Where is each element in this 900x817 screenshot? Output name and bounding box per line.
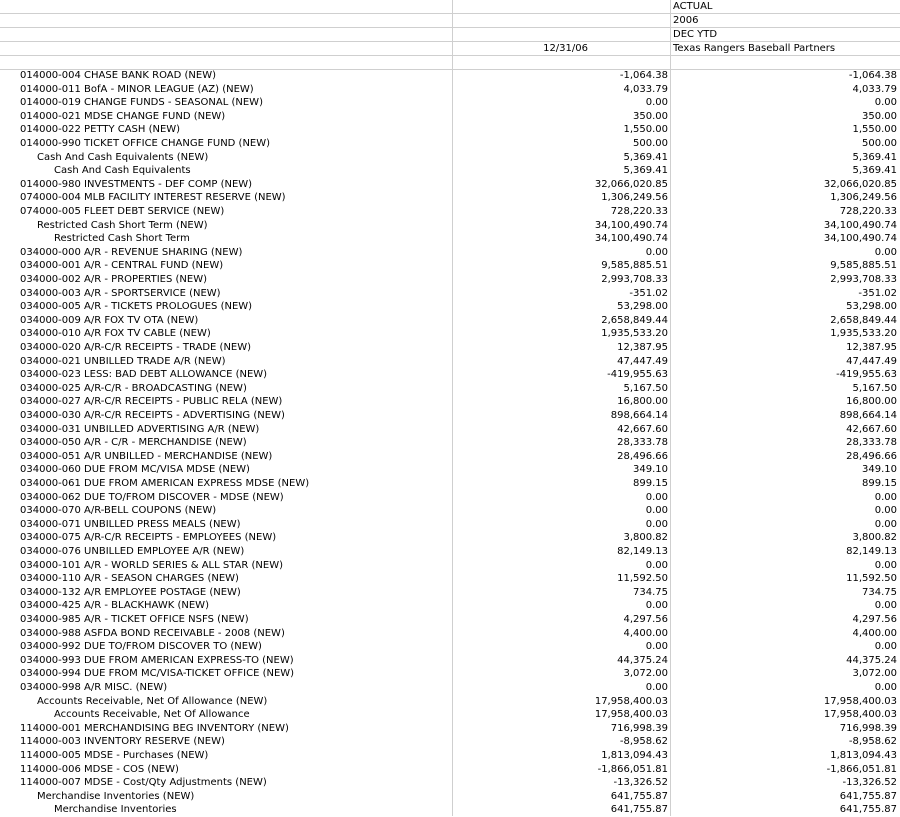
account-label: Merchandise Inventories: [54, 804, 177, 816]
table-row: [0, 504, 900, 518]
value-actual-dec-ytd: 32,066,020.85: [823, 178, 897, 190]
table-row: [0, 327, 900, 341]
header-row-actual: [0, 0, 900, 14]
value-12-31-06: 0.00: [645, 246, 668, 258]
account-label: 014000-011 BofA - MINOR LEAGUE (AZ) (NEW): [20, 83, 254, 95]
value-actual-dec-ytd: 42,667.60: [846, 423, 897, 435]
account-label: 114000-003 INVENTORY RESERVE (NEW): [20, 736, 225, 748]
table-row: [0, 477, 900, 491]
value-actual-dec-ytd: 11,592.50: [846, 573, 897, 585]
table-row: [0, 559, 900, 573]
value-actual-dec-ytd: 28,496.66: [846, 450, 897, 462]
value-12-31-06: 641,755.87: [610, 804, 668, 816]
value-actual-dec-ytd: 5,167.50: [852, 382, 897, 394]
value-12-31-06: -13,326.52: [613, 777, 668, 789]
value-actual-dec-ytd: 641,755.87: [839, 790, 897, 802]
value-actual-dec-ytd: -1,064.38: [848, 70, 897, 81]
value-12-31-06: 3,072.00: [623, 668, 668, 680]
table-row: [0, 708, 900, 722]
value-actual-dec-ytd: 898,664.14: [839, 410, 897, 421]
account-label: 034000-076 UNBILLED EMPLOYEE A/R (NEW): [20, 546, 245, 557]
account-label: 034000-985 A/R - TICKET OFFICE NSFS (NEW): [20, 614, 249, 625]
value-12-31-06: 500.00: [633, 138, 668, 149]
value-12-31-06: 716,998.39: [610, 722, 668, 734]
account-label: 034000-425 A/R - BLACKHAWK (NEW): [20, 600, 209, 612]
account-label: 034000-062 DUE TO/FROM DISCOVER - MDSE (NEW): [20, 491, 284, 503]
value-actual-dec-ytd: 0.00: [874, 505, 897, 517]
account-label: 114000-006 MDSE - COS (NEW): [20, 763, 179, 775]
value-12-31-06: 641,755.87: [610, 790, 668, 802]
table-row: [0, 96, 900, 110]
value-12-31-06: 350.00: [633, 110, 668, 122]
value-actual-dec-ytd: 47,447.49: [846, 355, 897, 367]
header-entity: Texas Rangers Baseball Partners: [673, 43, 836, 54]
account-label: 034000-027 A/R-C/R RECEIPTS - PUBLIC RELA (NEW): [20, 396, 283, 408]
value-actual-dec-ytd: 0.00: [874, 246, 897, 258]
header-row-period: [0, 28, 900, 42]
value-12-31-06: 1,306,249.56: [601, 192, 668, 204]
value-actual-dec-ytd: -1,866,051.81: [826, 763, 897, 775]
account-label: 034000-001 A/R - CENTRAL FUND (NEW): [20, 260, 224, 272]
account-label: 074000-004 MLB FACILITY INTEREST RESERVE (NEW): [20, 192, 286, 204]
value-actual-dec-ytd: 12,387.95: [846, 342, 897, 353]
value-12-31-06: 5,369.41: [623, 165, 668, 177]
table-row: [0, 681, 900, 695]
value-12-31-06: 82,149.13: [617, 546, 668, 557]
table-row: [0, 586, 900, 600]
value-12-31-06: 17,958,400.03: [594, 695, 668, 707]
header-period: DEC YTD: [673, 29, 718, 40]
account-label: 014000-980 INVESTMENTS - DEF COMP (NEW): [20, 178, 253, 190]
value-12-31-06: 0.00: [645, 505, 668, 517]
value-12-31-06: 4,033.79: [623, 83, 668, 95]
table-row: [0, 151, 900, 165]
account-label: 034000-101 A/R - WORLD SERIES & ALL STAR (NEW): [20, 559, 284, 571]
value-12-31-06: 42,667.60: [617, 423, 668, 435]
value-actual-dec-ytd: -351.02: [858, 287, 897, 299]
table-row: [0, 191, 900, 205]
value-12-31-06: 53,298.00: [617, 301, 668, 313]
account-label: 014000-022 PETTY CASH (NEW): [20, 124, 181, 136]
account-label: Restricted Cash Short Term: [54, 233, 190, 245]
table-row: [0, 627, 900, 641]
value-actual-dec-ytd: 350.00: [862, 110, 897, 122]
account-label: 034000-025 A/R-C/R - BROADCASTING (NEW): [20, 382, 247, 394]
value-actual-dec-ytd: 4,297.56: [852, 614, 897, 625]
value-12-31-06: 4,297.56: [623, 614, 668, 625]
value-12-31-06: 0.00: [645, 491, 668, 503]
value-actual-dec-ytd: 716,998.39: [839, 722, 897, 734]
value-12-31-06: 9,585,885.51: [601, 260, 668, 272]
table-row: [0, 572, 900, 586]
account-label: 014000-021 MDSE CHANGE FUND (NEW): [20, 110, 226, 122]
value-12-31-06: 34,100,490.74: [594, 233, 668, 245]
value-12-31-06: -8,958.62: [619, 736, 668, 748]
value-12-31-06: 0.00: [645, 559, 668, 571]
table-row: [0, 491, 900, 505]
account-label: 034000-051 A/R UNBILLED - MERCHANDISE (NEW): [20, 450, 273, 462]
value-12-31-06: 2,993,708.33: [601, 274, 668, 285]
table-row: [0, 518, 900, 532]
value-12-31-06: -351.02: [629, 287, 668, 299]
value-12-31-06: 5,369.41: [623, 151, 668, 163]
value-actual-dec-ytd: 1,306,249.56: [830, 192, 897, 204]
table-row: [0, 722, 900, 736]
table-row: [0, 69, 900, 83]
account-label: 034000-000 A/R - REVENUE SHARING (NEW): [20, 246, 243, 258]
value-actual-dec-ytd: 1,550.00: [852, 124, 897, 136]
table-row: [0, 423, 900, 437]
account-label: 034000-005 A/R - TICKETS PROLOGUES (NEW): [20, 301, 253, 313]
table-row: [0, 450, 900, 464]
value-actual-dec-ytd: 5,369.41: [852, 165, 897, 177]
value-12-31-06: 17,958,400.03: [594, 709, 668, 721]
account-label: 034000-023 LESS: BAD DEBT ALLOWANCE (NEW): [20, 369, 268, 381]
value-12-31-06: 728,220.33: [610, 206, 668, 217]
table-row: [0, 409, 900, 423]
table-row: [0, 640, 900, 654]
value-actual-dec-ytd: 0.00: [874, 600, 897, 612]
value-actual-dec-ytd: 17,958,400.03: [823, 709, 897, 721]
value-actual-dec-ytd: 4,033.79: [852, 83, 897, 95]
value-12-31-06: -1,866,051.81: [597, 763, 668, 775]
account-label: Accounts Receivable, Net Of Allowance (NEW): [37, 695, 268, 707]
account-label: 034000-071 UNBILLED PRESS MEALS (NEW): [20, 518, 241, 530]
table-row: [0, 83, 900, 97]
value-12-31-06: 5,167.50: [623, 382, 668, 394]
table-row: [0, 695, 900, 709]
value-actual-dec-ytd: 349.10: [862, 464, 897, 476]
table-row: [0, 314, 900, 328]
value-12-31-06: 1,550.00: [623, 124, 668, 136]
table-row: [0, 395, 900, 409]
value-actual-dec-ytd: 0.00: [874, 97, 897, 109]
account-label: 034000-132 A/R EMPLOYEE POSTAGE (NEW): [20, 586, 241, 598]
value-12-31-06: 734.75: [633, 586, 668, 598]
value-12-31-06: 32,066,020.85: [594, 178, 668, 190]
table-row: [0, 545, 900, 559]
value-actual-dec-ytd: 728,220.33: [839, 206, 897, 217]
table-row: [0, 776, 900, 790]
value-actual-dec-ytd: 16,800.00: [846, 396, 897, 408]
account-label: 034000-003 A/R - SPORTSERVICE (NEW): [20, 287, 221, 299]
value-actual-dec-ytd: 1,813,094.43: [830, 750, 897, 761]
value-actual-dec-ytd: 34,100,490.74: [823, 233, 897, 245]
table-row: [0, 164, 900, 178]
account-label: 014000-004 CHASE BANK ROAD (NEW): [20, 70, 217, 81]
account-label: 034000-010 A/R FOX TV CABLE (NEW): [20, 328, 211, 340]
table-row: [0, 259, 900, 273]
value-actual-dec-ytd: 0.00: [874, 641, 897, 653]
table-row: [0, 368, 900, 382]
value-actual-dec-ytd: 5,369.41: [852, 151, 897, 163]
account-label: 034000-002 A/R - PROPERTIES (NEW): [20, 274, 207, 285]
value-12-31-06: 28,496.66: [617, 450, 668, 462]
value-actual-dec-ytd: 4,400.00: [852, 627, 897, 639]
account-label: 034000-030 A/R-C/R RECEIPTS - ADVERTISING (NEW): [20, 410, 285, 421]
value-12-31-06: 898,664.14: [610, 410, 668, 421]
value-actual-dec-ytd: 53,298.00: [846, 301, 897, 313]
account-label: Restricted Cash Short Term (NEW): [37, 219, 208, 231]
header-row-year: [0, 14, 900, 28]
table-row: [0, 436, 900, 450]
table-row: [0, 273, 900, 287]
account-label: 014000-990 TICKET OFFICE CHANGE FUND (NEW): [20, 138, 271, 149]
account-label: 034000-993 DUE FROM AMERICAN EXPRESS-TO (NEW): [20, 654, 294, 666]
value-actual-dec-ytd: 0.00: [874, 518, 897, 530]
table-row: [0, 654, 900, 668]
value-actual-dec-ytd: 17,958,400.03: [823, 695, 897, 707]
table-row: [0, 463, 900, 477]
value-actual-dec-ytd: -8,958.62: [848, 736, 897, 748]
account-label: Cash And Cash Equivalents (NEW): [37, 151, 209, 163]
value-actual-dec-ytd: 2,658,849.44: [830, 314, 897, 326]
value-12-31-06: 28,333.78: [617, 437, 668, 449]
account-label: 034000-994 DUE FROM MC/VISA-TICKET OFFICE (NEW): [20, 668, 295, 680]
table-row: [0, 205, 900, 219]
table-row: [0, 123, 900, 137]
value-actual-dec-ytd: 44,375.24: [846, 654, 897, 666]
value-12-31-06: 44,375.24: [617, 654, 668, 666]
table-row: [0, 246, 900, 260]
account-label: 034000-031 UNBILLED ADVERTISING A/R (NEW): [20, 423, 260, 435]
value-actual-dec-ytd: 34,100,490.74: [823, 219, 897, 231]
table-row: [0, 300, 900, 314]
table-row: [0, 137, 900, 151]
value-12-31-06: 16,800.00: [617, 396, 668, 408]
value-12-31-06: -419,955.63: [607, 369, 668, 381]
value-12-31-06: 349.10: [633, 464, 668, 476]
header-actual: ACTUAL: [673, 1, 713, 12]
value-12-31-06: 4,400.00: [623, 627, 668, 639]
table-row: [0, 355, 900, 369]
table-row: [0, 110, 900, 124]
header-row-blank: [0, 56, 900, 70]
value-12-31-06: 0.00: [645, 518, 668, 530]
table-row: [0, 287, 900, 301]
value-12-31-06: 0.00: [645, 600, 668, 612]
value-12-31-06: 899.15: [633, 478, 668, 489]
value-actual-dec-ytd: 0.00: [874, 559, 897, 571]
table-row: [0, 178, 900, 192]
header-year: 2006: [673, 15, 699, 26]
account-label: 114000-001 MERCHANDISING BEG INVENTORY (NEW): [20, 722, 289, 734]
value-12-31-06: 2,658,849.44: [601, 314, 668, 326]
value-actual-dec-ytd: 0.00: [874, 491, 897, 503]
account-label: 034000-060 DUE FROM MC/VISA MDSE (NEW): [20, 464, 250, 476]
value-actual-dec-ytd: 9,585,885.51: [830, 260, 897, 272]
value-actual-dec-ytd: 3,800.82: [852, 532, 897, 544]
account-label: 114000-007 MDSE - Cost/Qty Adjustments (NEW): [20, 777, 267, 789]
account-label: 034000-998 A/R MISC. (NEW): [20, 682, 168, 693]
account-label: 034000-009 A/R FOX TV OTA (NEW): [20, 314, 199, 326]
account-label: 034000-992 DUE TO/FROM DISCOVER TO (NEW): [20, 641, 262, 653]
value-actual-dec-ytd: 1,935,533.20: [830, 328, 897, 340]
table-row: [0, 667, 900, 681]
value-actual-dec-ytd: 82,149.13: [846, 546, 897, 557]
account-label: 034000-061 DUE FROM AMERICAN EXPRESS MDSE (NEW): [20, 478, 310, 489]
value-12-31-06: 3,800.82: [623, 532, 668, 544]
value-actual-dec-ytd: 500.00: [862, 138, 897, 149]
header-date: 12/31/06: [543, 43, 588, 54]
table-row: [0, 382, 900, 396]
value-12-31-06: 47,447.49: [617, 355, 668, 367]
table-row: [0, 613, 900, 627]
value-actual-dec-ytd: 3,072.00: [852, 668, 897, 680]
account-label: 074000-005 FLEET DEBT SERVICE (NEW): [20, 206, 225, 217]
account-label: Accounts Receivable, Net Of Allowance: [54, 709, 250, 721]
account-label: 014000-019 CHANGE FUNDS - SEASONAL (NEW): [20, 97, 263, 109]
table-row: [0, 790, 900, 804]
value-actual-dec-ytd: 0.00: [874, 682, 897, 693]
value-12-31-06: 0.00: [645, 682, 668, 693]
value-12-31-06: 0.00: [645, 97, 668, 109]
table-row: [0, 531, 900, 545]
table-row: [0, 749, 900, 763]
account-label: Merchandise Inventories (NEW): [37, 790, 195, 802]
value-12-31-06: 11,592.50: [617, 573, 668, 585]
account-label: 034000-110 A/R - SEASON CHARGES (NEW): [20, 573, 239, 585]
account-label: 034000-050 A/R - C/R - MERCHANDISE (NEW): [20, 437, 247, 449]
table-row: [0, 803, 900, 817]
account-label: 034000-070 A/R-BELL COUPONS (NEW): [20, 505, 217, 517]
table-row: [0, 232, 900, 246]
value-actual-dec-ytd: 28,333.78: [846, 437, 897, 449]
account-label: 034000-020 A/R-C/R RECEIPTS - TRADE (NEW): [20, 342, 252, 353]
value-12-31-06: 12,387.95: [617, 342, 668, 353]
value-actual-dec-ytd: 2,993,708.33: [830, 274, 897, 285]
value-actual-dec-ytd: -419,955.63: [836, 369, 897, 381]
value-actual-dec-ytd: 641,755.87: [839, 804, 897, 816]
account-label: 034000-988 ASFDA BOND RECEIVABLE - 2008 (NEW): [20, 627, 285, 639]
header-row-date-entity: [0, 42, 900, 56]
value-actual-dec-ytd: -13,326.52: [842, 777, 897, 789]
value-actual-dec-ytd: 734.75: [862, 586, 897, 598]
value-12-31-06: 1,935,533.20: [601, 328, 668, 340]
value-actual-dec-ytd: 899.15: [862, 478, 897, 489]
value-12-31-06: 0.00: [645, 641, 668, 653]
value-12-31-06: -1,064.38: [619, 70, 668, 81]
table-row: [0, 219, 900, 233]
table-row: [0, 599, 900, 613]
account-label: Cash And Cash Equivalents: [54, 165, 191, 177]
table-row: [0, 735, 900, 749]
account-label: 034000-021 UNBILLED TRADE A/R (NEW): [20, 355, 226, 367]
table-row: [0, 341, 900, 355]
value-12-31-06: 1,813,094.43: [601, 750, 668, 761]
table-row: [0, 763, 900, 777]
account-label: 034000-075 A/R-C/R RECEIPTS - EMPLOYEES (NEW): [20, 532, 277, 544]
account-label: 114000-005 MDSE - Purchases (NEW): [20, 750, 209, 761]
value-12-31-06: 34,100,490.74: [594, 219, 668, 231]
